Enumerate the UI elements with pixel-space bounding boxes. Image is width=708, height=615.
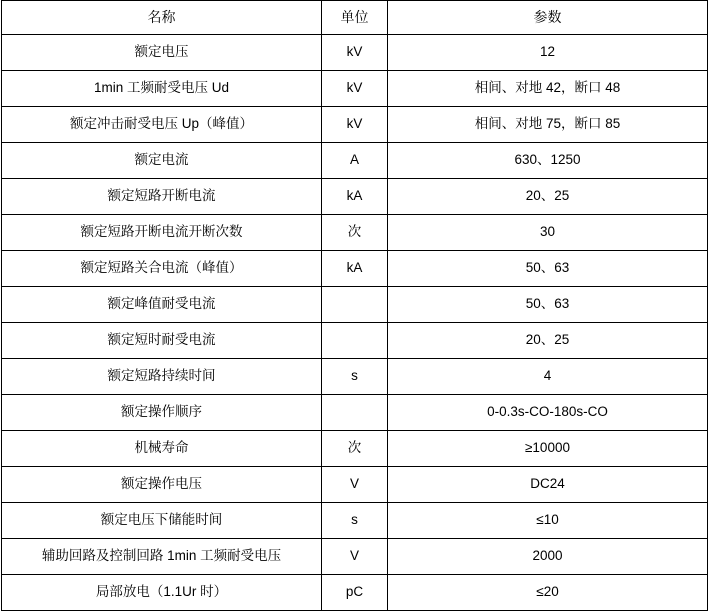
cell-unit: kV <box>322 71 388 107</box>
column-header-param: 参数 <box>388 1 708 35</box>
cell-param: ≤10 <box>388 503 708 539</box>
table-row <box>2 179 708 215</box>
cell-unit: A <box>322 143 388 179</box>
cell-name: 额定操作电压 <box>2 467 322 503</box>
cell-name: 局部放电（1.1Ur 时） <box>2 575 322 611</box>
cell-unit: 次 <box>322 215 388 251</box>
cell-unit: kA <box>322 251 388 287</box>
cell-param: 20、25 <box>388 323 708 359</box>
cell-unit <box>322 323 388 359</box>
table-row <box>2 503 708 539</box>
table-row <box>2 215 708 251</box>
cell-param: 50、63 <box>388 251 708 287</box>
cell-param: 630、1250 <box>388 143 708 179</box>
cell-unit: s <box>322 503 388 539</box>
cell-unit: s <box>322 359 388 395</box>
table-row <box>2 71 708 107</box>
column-header-unit: 单位 <box>322 1 388 35</box>
cell-name: 额定短时耐受电流 <box>2 323 322 359</box>
cell-param: ≤20 <box>388 575 708 611</box>
table-row <box>2 431 708 467</box>
cell-name: 额定电压下储能时间 <box>2 503 322 539</box>
cell-name: 1min 工频耐受电压 Ud <box>2 71 322 107</box>
table-row <box>2 539 708 575</box>
cell-name: 额定冲击耐受电压 Up（峰值） <box>2 107 322 143</box>
cell-param: 12 <box>388 35 708 71</box>
table-header-row <box>2 1 708 35</box>
cell-name: 额定电流 <box>2 143 322 179</box>
cell-unit: pC <box>322 575 388 611</box>
table-row <box>2 359 708 395</box>
table-row <box>2 107 708 143</box>
cell-name: 额定短路持续时间 <box>2 359 322 395</box>
table-row <box>2 575 708 611</box>
cell-name: 额定电压 <box>2 35 322 71</box>
cell-name: 额定操作顺序 <box>2 395 322 431</box>
cell-param: 2000 <box>388 539 708 575</box>
cell-param: 20、25 <box>388 179 708 215</box>
cell-unit: kV <box>322 35 388 71</box>
cell-unit: kA <box>322 179 388 215</box>
table-row <box>2 395 708 431</box>
specification-table <box>1 0 708 611</box>
cell-unit <box>322 395 388 431</box>
cell-param: 相间、对地 42，断口 48 <box>388 71 708 107</box>
cell-param: 50、63 <box>388 287 708 323</box>
cell-name: 辅助回路及控制回路 1min 工频耐受电压 <box>2 539 322 575</box>
table-row <box>2 467 708 503</box>
cell-param: 相间、对地 75，断口 85 <box>388 107 708 143</box>
table-row <box>2 287 708 323</box>
cell-unit: 次 <box>322 431 388 467</box>
table-row <box>2 35 708 71</box>
column-header-name: 名称 <box>2 1 322 35</box>
cell-param: 0-0.3s-CO-180s-CO <box>388 395 708 431</box>
cell-name: 额定短路开断电流 <box>2 179 322 215</box>
cell-param: 4 <box>388 359 708 395</box>
cell-name: 额定短路关合电流（峰值） <box>2 251 322 287</box>
cell-param: 30 <box>388 215 708 251</box>
cell-unit: V <box>322 467 388 503</box>
cell-name: 额定短路开断电流开断次数 <box>2 215 322 251</box>
table-row <box>2 251 708 287</box>
table-row <box>2 323 708 359</box>
cell-unit: kV <box>322 107 388 143</box>
cell-name: 额定峰值耐受电流 <box>2 287 322 323</box>
cell-unit <box>322 287 388 323</box>
cell-name: 机械寿命 <box>2 431 322 467</box>
table-row <box>2 143 708 179</box>
cell-param: DC24 <box>388 467 708 503</box>
cell-param: ≥10000 <box>388 431 708 467</box>
cell-unit: V <box>322 539 388 575</box>
